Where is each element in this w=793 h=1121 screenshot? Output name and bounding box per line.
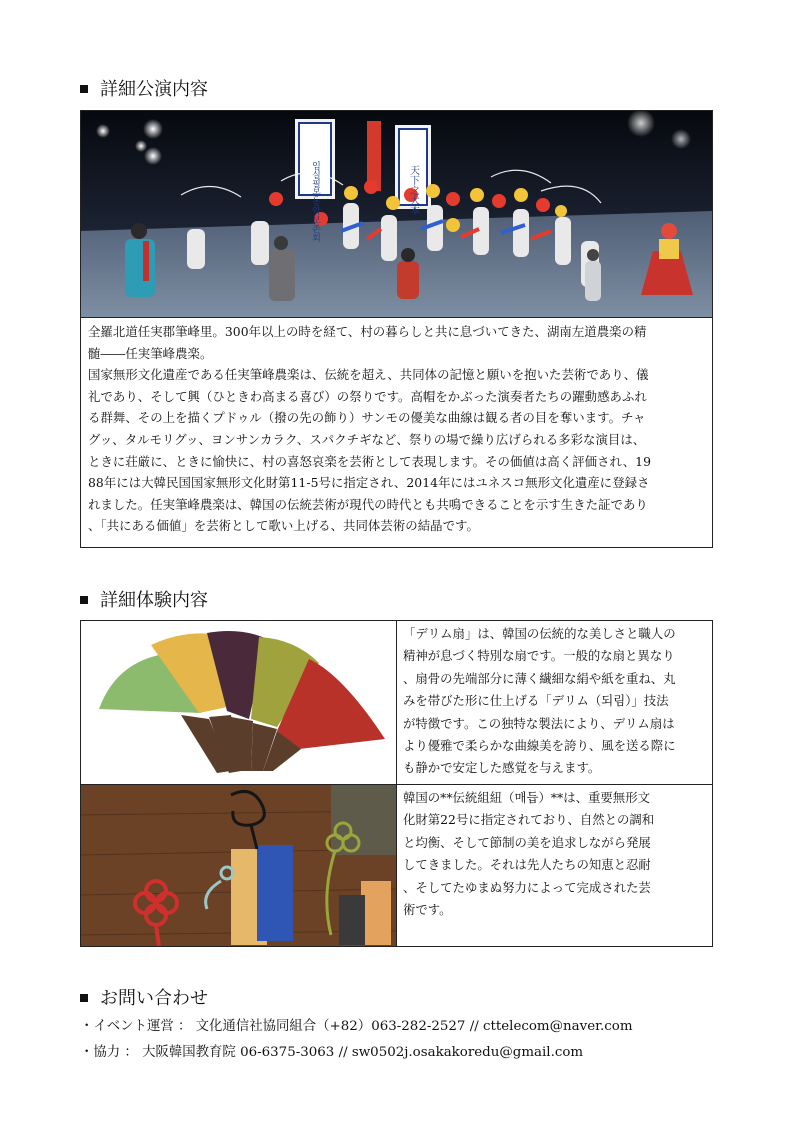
fan-line: も静かで安定した感覚を与えます。	[403, 760, 601, 776]
knot-line: してきました。それは先人たちの知恵と忍耐	[403, 857, 651, 873]
perf-line: ときに荘厳に、ときに愉快に、村の喜怒哀楽を芸術として表現します。その価値は高く評価され、19	[88, 453, 652, 469]
contact-cooperation	[80, 1041, 583, 1060]
fan-line: 精神が息づく特別な扇です。一般的な扇と異なり	[403, 648, 675, 664]
performance-heading	[80, 75, 208, 101]
perf-line: 88年には大韓民国国家無形文化財第11-5号に指定され、2014年にはユネスコ無形文化遺産に登録さ	[88, 475, 650, 491]
knot-line: 韓国の**伝統組紐（매듭）**は、重要無形文	[403, 790, 650, 805]
square-bullet-icon	[80, 85, 88, 93]
perf-line: れました。任実筆峰農楽は、韓国の伝統芸術が現代の時代とも共鳴できることを示す生きた証であり	[88, 496, 648, 512]
contact-heading-text: お問い合わせ	[100, 988, 208, 1009]
knot-description	[403, 787, 709, 921]
banner-left-text: 임실필봉농악보존회	[310, 161, 320, 242]
knot-line: と均衡、そして節制の美を追求しながら発展	[403, 834, 651, 850]
knot-line: 術です。	[403, 902, 452, 918]
contact-cooperation-text: ・協力 ： 大阪韓国教育院 06-6375-3063 // sw0502j.osakakoredu@gmail.com	[80, 1045, 584, 1060]
perf-line: 国家無形文化遺産である任実筆峰農楽は、伝統を超え、共同体の記憶と願いを抱いた芸術であり、儀	[88, 367, 649, 383]
knot-photo	[81, 785, 397, 946]
fan-line: 、扇骨の先端部分に薄く繊細な絹や紙を重ね、丸	[403, 670, 676, 686]
fan-photo	[81, 621, 397, 784]
knot-line: 化財第22号に指定されており、自然との調和	[403, 812, 655, 828]
experience-row-knot	[81, 785, 712, 946]
perf-line: 全羅北道任実郡筆峰里。300年以上の時を経て、村の暮らしと共に息づいてきた、湖南左道農楽の精	[88, 324, 647, 339]
perf-line: 、「共にある価値」を芸術として歌い上げる、共同体芸術の結晶です。	[88, 518, 479, 534]
fan-line: みを帯びた形に仕上げる「デリム（되림）」技法	[403, 693, 669, 709]
fan-line: 「デリム扇」は、韓国の伝統的な美しさと職人の	[403, 626, 676, 641]
daerim-fan-image	[81, 621, 396, 784]
performance-photo	[81, 111, 712, 318]
square-bullet-icon	[80, 994, 88, 1002]
nongak-stage-image	[81, 111, 712, 317]
perf-line: グッ、タルモリグッ、ヨンサンカラク、スパクチギなど、祭りの場で繰り広げられる多彩な演目は、	[88, 431, 646, 447]
perf-line: る群舞、その上を描くプドゥル（撥の先の飾り）サンモの優美な曲線は観る者の目を奪います。チャ	[88, 410, 646, 426]
perf-line: 髄――任実筆峰農楽。	[88, 345, 213, 361]
square-bullet-icon	[80, 596, 88, 604]
contact-heading	[80, 984, 208, 1010]
performance-box	[80, 110, 713, 548]
experience-heading-text: 詳細体験内容	[100, 590, 208, 611]
contact-organizer-text: ・イベント運営 ： 文化通信社協同組合（+82）063-282-2527 // cttelecom@naver.com	[80, 1019, 633, 1034]
experience-heading	[80, 586, 208, 612]
fan-line: より優雅で柔らかな曲線美を誇り、風を送る際に	[403, 738, 676, 754]
fan-line: が特徴です。この独特な製法により、デリム扇は	[403, 715, 675, 731]
fan-description	[403, 623, 709, 780]
perf-line: 礼であり、そして興（ひときわ高まる喜び）の祭りです。高帽をかぶった演奏者たちの躍動感あふれ	[88, 388, 647, 404]
banner-right-text: 天下之大本	[407, 165, 419, 215]
contact-organizer	[80, 1015, 633, 1034]
performance-heading-text: 詳細公演内容	[100, 79, 208, 100]
experience-row-fan	[81, 621, 712, 785]
maedeup-knot-image	[81, 785, 396, 946]
performance-description	[88, 321, 710, 537]
experience-table	[80, 620, 713, 947]
knot-line: 、そしてたゆまぬ努力によって完成された芸	[403, 879, 651, 895]
